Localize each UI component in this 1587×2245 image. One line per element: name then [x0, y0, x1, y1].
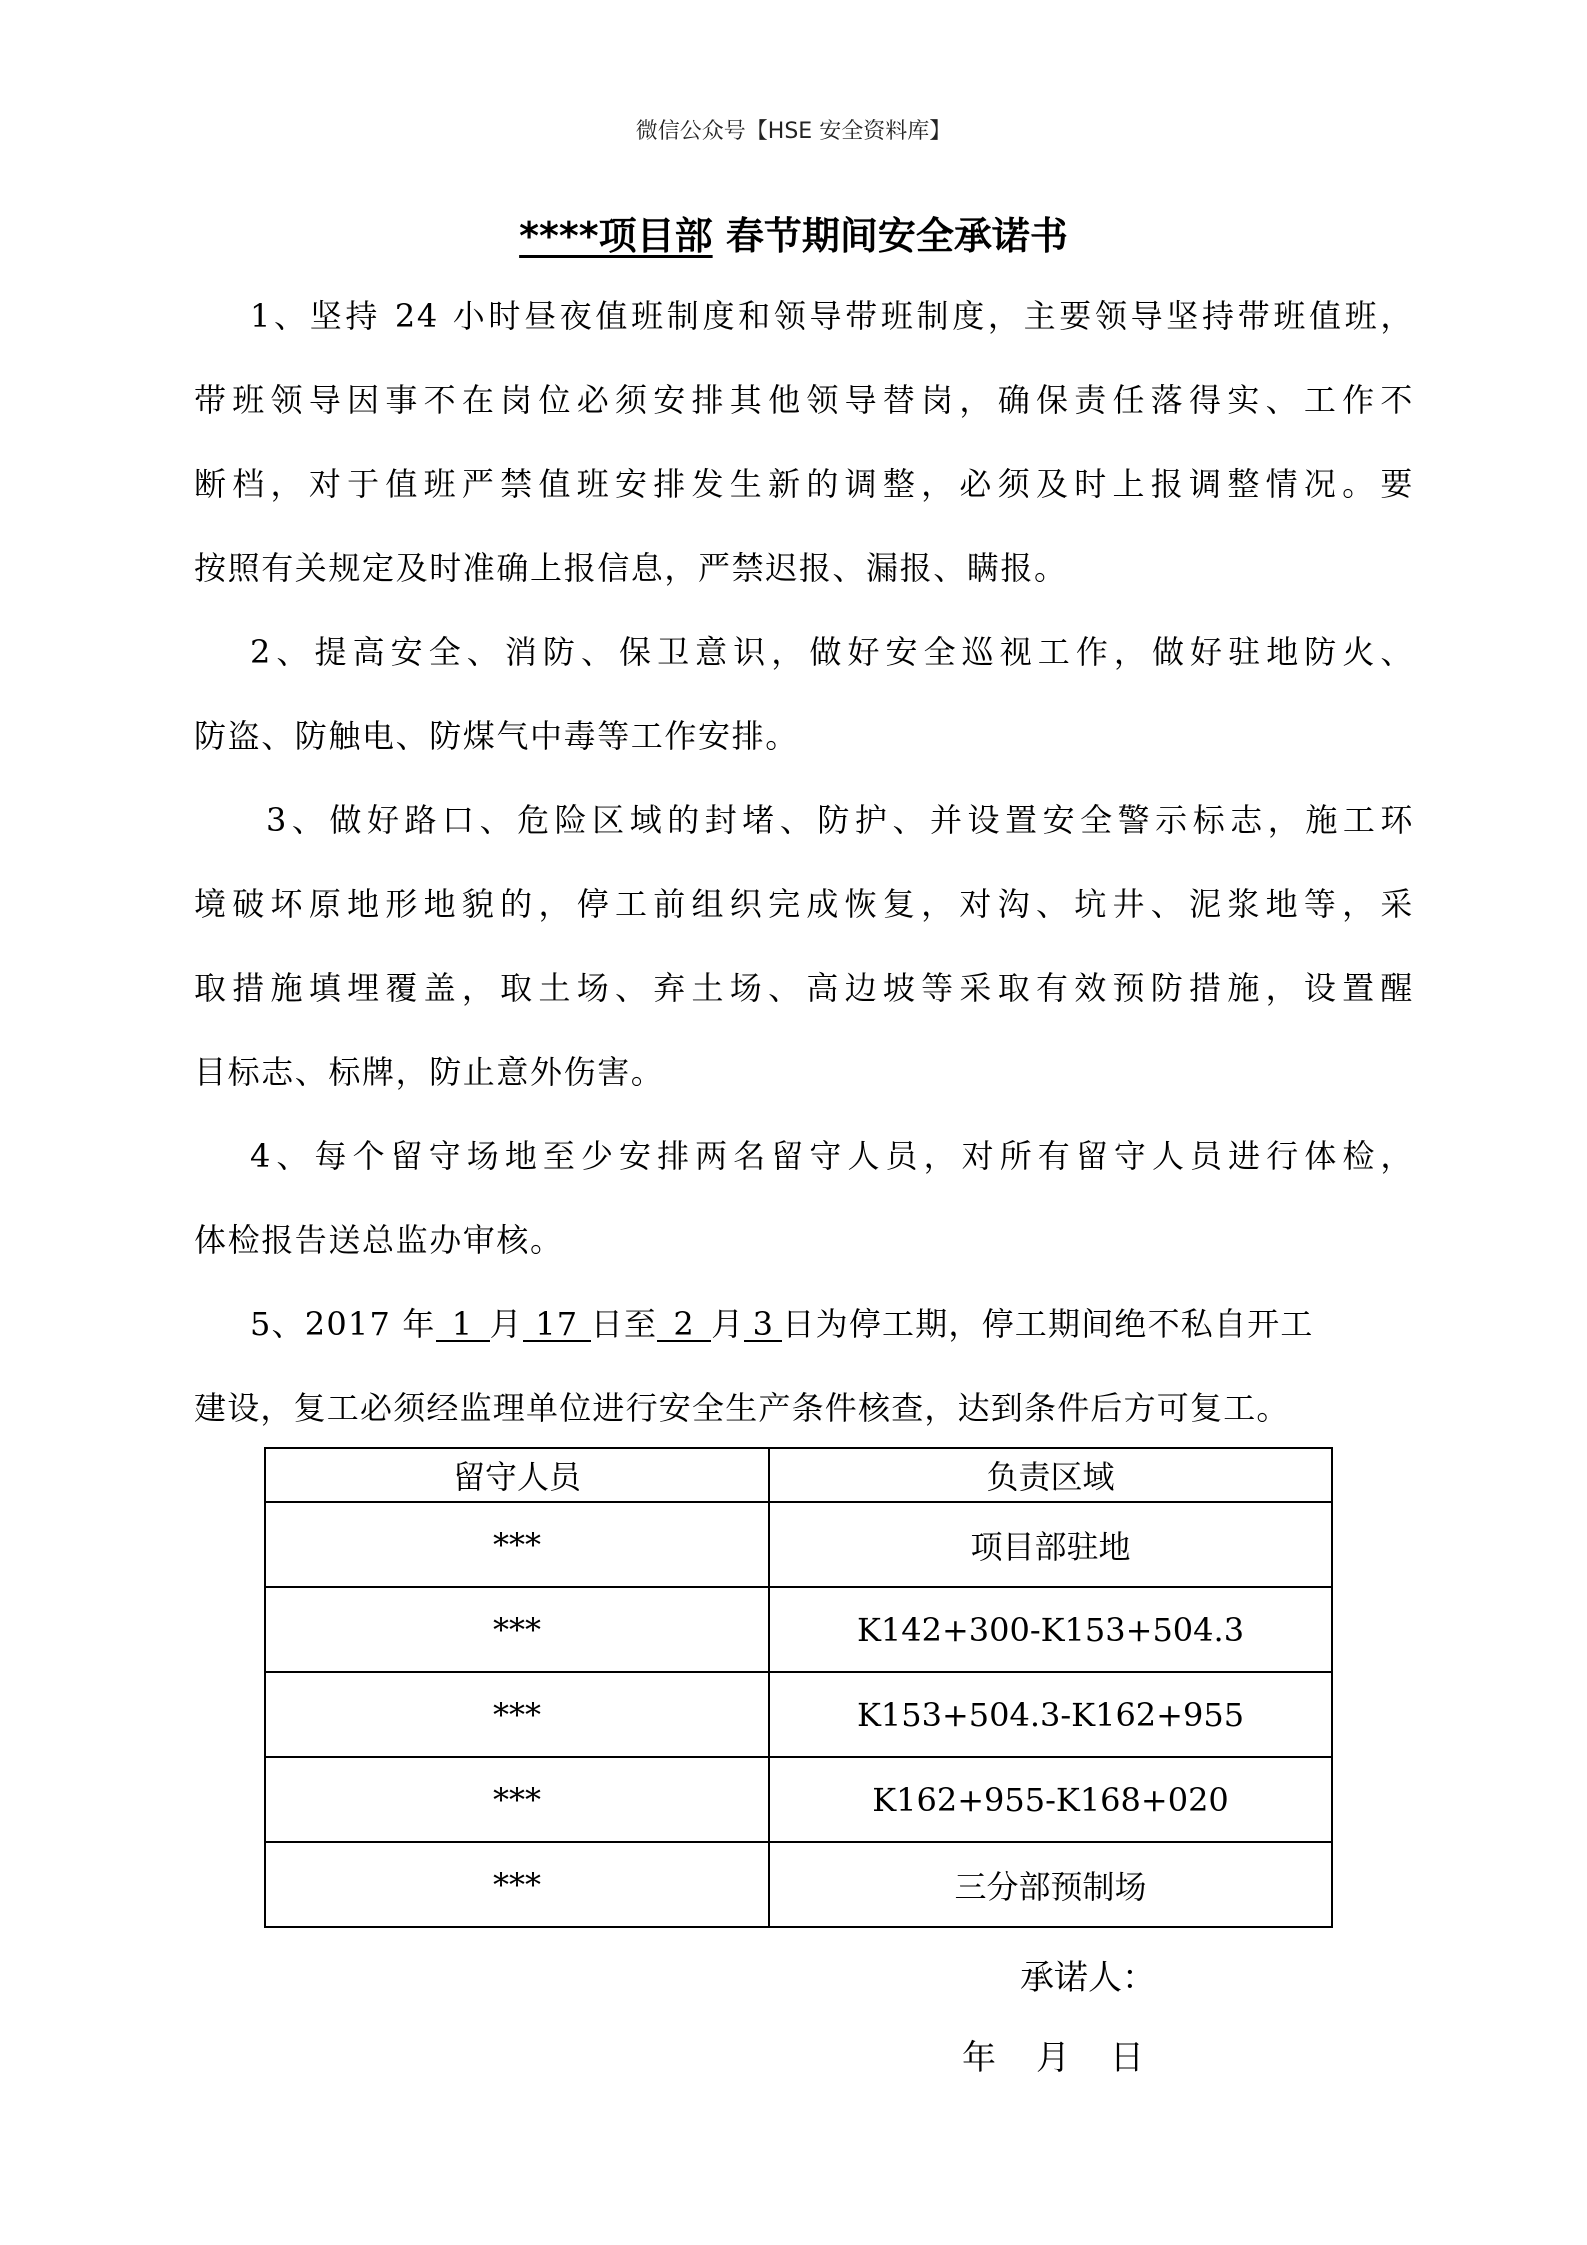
paragraph-3-line-2: 境破坏原地形地貌的，停工前组织完成恢复，对沟、坑井、泥浆地等，采 [194, 885, 1414, 923]
cell-personnel: *** [265, 1502, 769, 1587]
paragraph-5-line-2: 建设，复工必须经监理单位进行安全生产条件核查，达到条件后方可复工。 [194, 1389, 1290, 1427]
p5-text-2: 月 [489, 1305, 523, 1343]
paragraph-3-line-1: 3、做好路口、危险区域的封堵、防护、并设置安全警示标志，施工环 [266, 801, 1414, 839]
p5-text-1: 5、2017 年 [250, 1305, 436, 1343]
cell-personnel: *** [265, 1842, 769, 1927]
table-row [265, 1587, 1332, 1672]
signature-date [962, 2030, 1184, 2079]
duty-table [264, 1447, 1333, 1928]
title-suffix: 春节期间安全承诺书 [725, 214, 1068, 258]
date-year: 年 [962, 2038, 996, 2078]
paragraph-2-line-2: 防盗、防触电、防煤气中毒等工作安排。 [194, 717, 799, 755]
paragraph-3-line-3: 取措施填埋覆盖，取土场、弃土场、高边坡等采取有效预防措施，设置醒 [194, 969, 1414, 1007]
table-row [265, 1757, 1332, 1842]
cell-personnel: *** [265, 1587, 769, 1672]
p5-text-4: 月 [711, 1305, 745, 1343]
cell-area: K142+300-K153+504.3 [769, 1587, 1332, 1672]
date-day: 日 [1110, 2038, 1144, 2078]
header-area: 负责区域 [769, 1448, 1332, 1502]
cell-personnel: *** [265, 1672, 769, 1757]
cell-area: 三分部预制场 [769, 1842, 1332, 1927]
document-title [0, 205, 1587, 260]
stop-day-end: 3 [744, 1308, 782, 1342]
paragraph-1-line-2: 带班领导因事不在岗位必须安排其他领导替岗，确保责任落得实、工作不 [194, 381, 1414, 419]
paragraph-4-line-2: 体检报告送总监办审核。 [194, 1221, 564, 1259]
stop-month-start: 1 [436, 1308, 490, 1342]
cell-area: K153+504.3-K162+955 [769, 1672, 1332, 1757]
table-row [265, 1502, 1332, 1587]
p5-text-3: 日至 [590, 1305, 658, 1343]
paragraph-2-line-1: 2、提高安全、消防、保卫意识，做好安全巡视工作，做好驻地防火、 [250, 633, 1414, 671]
p5-text-5: 日为停工期，停工期间绝不私自开工 [782, 1305, 1314, 1343]
table-row [265, 1842, 1332, 1927]
paragraph-1-line-4: 按照有关规定及时准确上报信息，严禁迟报、漏报、瞒报。 [194, 549, 1068, 587]
table-header-row [265, 1448, 1332, 1502]
paragraph-1-line-3: 断档，对于值班严禁值班安排发生新的调整，必须及时上报调整情况。要 [194, 465, 1414, 503]
stop-day-start: 17 [523, 1308, 591, 1342]
cell-area: 项目部驻地 [769, 1502, 1332, 1587]
page-header: 微信公众号【HSE 安全资料库】 [635, 119, 952, 144]
date-month: 月 [1036, 2038, 1070, 2078]
header-personnel: 留守人员 [265, 1448, 769, 1502]
cell-personnel: *** [265, 1757, 769, 1842]
table-row [265, 1672, 1332, 1757]
title-prefix: ****项目部 [519, 214, 713, 258]
paragraph-5-line-1 [250, 1304, 1414, 1344]
paragraph-3-line-4: 目标志、标牌，防止意外伤害。 [194, 1053, 665, 1091]
stop-month-end: 2 [657, 1308, 711, 1342]
signature-label: 承诺人： [1020, 1958, 1156, 1998]
paragraph-1-line-1: 1、坚持 24 小时昼夜值班制度和领导带班制度，主要领导坚持带班值班， [250, 297, 1414, 335]
cell-area: K162+955-K168+020 [769, 1757, 1332, 1842]
paragraph-4-line-1: 4、每个留守场地至少安排两名留守人员，对所有留守人员进行体检， [250, 1137, 1414, 1175]
